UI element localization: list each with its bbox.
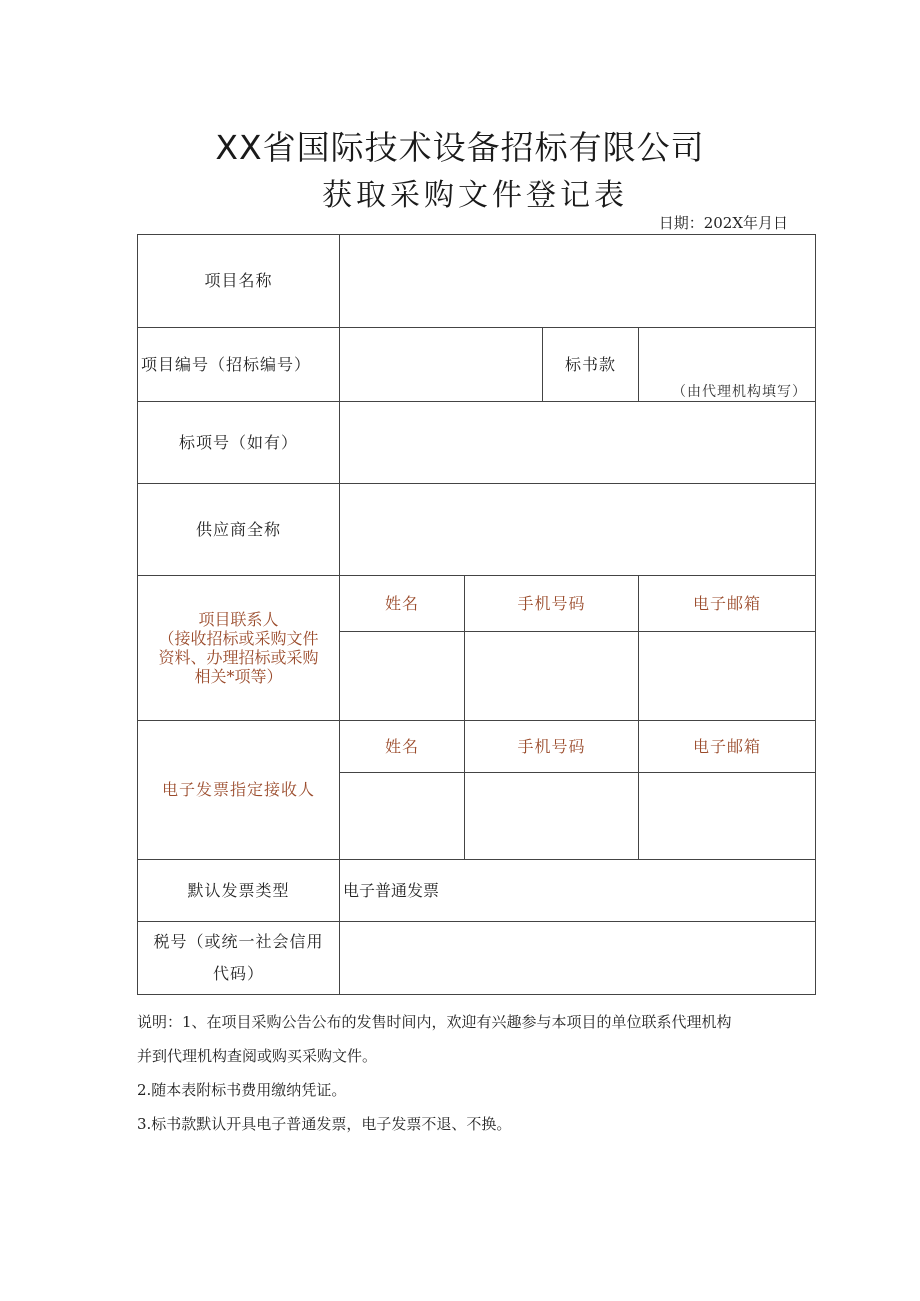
registration-form — [137, 234, 816, 995]
notes-section — [137, 1005, 817, 1141]
note-line-2: 并到代理机构查阅或购买采购文件。 — [137, 1047, 378, 1065]
document-subtitle: 获取采购文件登记表 — [322, 178, 628, 213]
contact-email-header: 电子邮箱 — [639, 576, 816, 632]
project-contact-label-line2: （接收招标或采购文件 — [158, 628, 319, 648]
tax-id-field[interactable] — [340, 922, 816, 995]
contact-phone-field[interactable] — [465, 632, 639, 721]
bid-fee-note: （由代理机构填写） — [672, 384, 807, 401]
project-contact-label-line4: 相关*项等） — [194, 667, 283, 687]
project-name-field[interactable] — [340, 235, 816, 328]
note-line-1: 说明：1、在项目采购公告公布的发售时间内，欢迎有兴趣参与本项目的单位联系代理机构 — [137, 1013, 732, 1031]
document-title: XX省国际技术设备招标有限公司 — [215, 128, 705, 167]
project-number-label: 项目编号（招标编号） — [138, 328, 340, 402]
supplier-name-field[interactable] — [340, 484, 816, 576]
invoice-type-label: 默认发票类型 — [138, 860, 340, 922]
receiver-name-header: 姓名 — [340, 721, 465, 773]
project-number-field[interactable] — [340, 328, 543, 402]
receiver-phone-header: 手机号码 — [465, 721, 639, 773]
contact-name-header: 姓名 — [340, 576, 465, 632]
tax-id-label — [138, 922, 340, 995]
tax-id-label-line2: 代码） — [212, 964, 264, 983]
contact-name-field[interactable] — [340, 632, 465, 721]
contact-email-field[interactable] — [639, 632, 816, 721]
date-line: 日期：202X年月日 — [658, 214, 788, 232]
note-line-4: 3.标书款默认开具电子普通发票，电子发票不退、不换。 — [137, 1115, 512, 1133]
project-contact-label — [138, 576, 340, 721]
invoice-receiver-label: 电子发票指定接收人 — [138, 721, 340, 860]
lot-number-field[interactable] — [340, 402, 816, 484]
project-name-label: 项目名称 — [138, 235, 340, 328]
bid-fee-label: 标书款 — [543, 328, 639, 402]
invoice-type-value: 电子普通发票 — [340, 860, 816, 922]
lot-number-label: 标项号（如有） — [138, 402, 340, 484]
contact-phone-header: 手机号码 — [465, 576, 639, 632]
receiver-phone-field[interactable] — [465, 773, 639, 860]
receiver-name-field[interactable] — [340, 773, 465, 860]
project-contact-label-line3: 资料、办理招标或采购 — [158, 648, 319, 667]
receiver-email-header: 电子邮箱 — [639, 721, 816, 773]
tax-id-label-line1: 税号（或统一社会信用 — [153, 932, 324, 951]
bid-fee-field[interactable] — [639, 328, 816, 402]
receiver-email-field[interactable] — [639, 773, 816, 860]
supplier-name-label: 供应商全称 — [138, 484, 340, 576]
project-contact-label-line1: 项目联系人 — [198, 609, 279, 629]
note-line-3: 2.随本表附标书费用缴纳凭证。 — [137, 1081, 347, 1099]
